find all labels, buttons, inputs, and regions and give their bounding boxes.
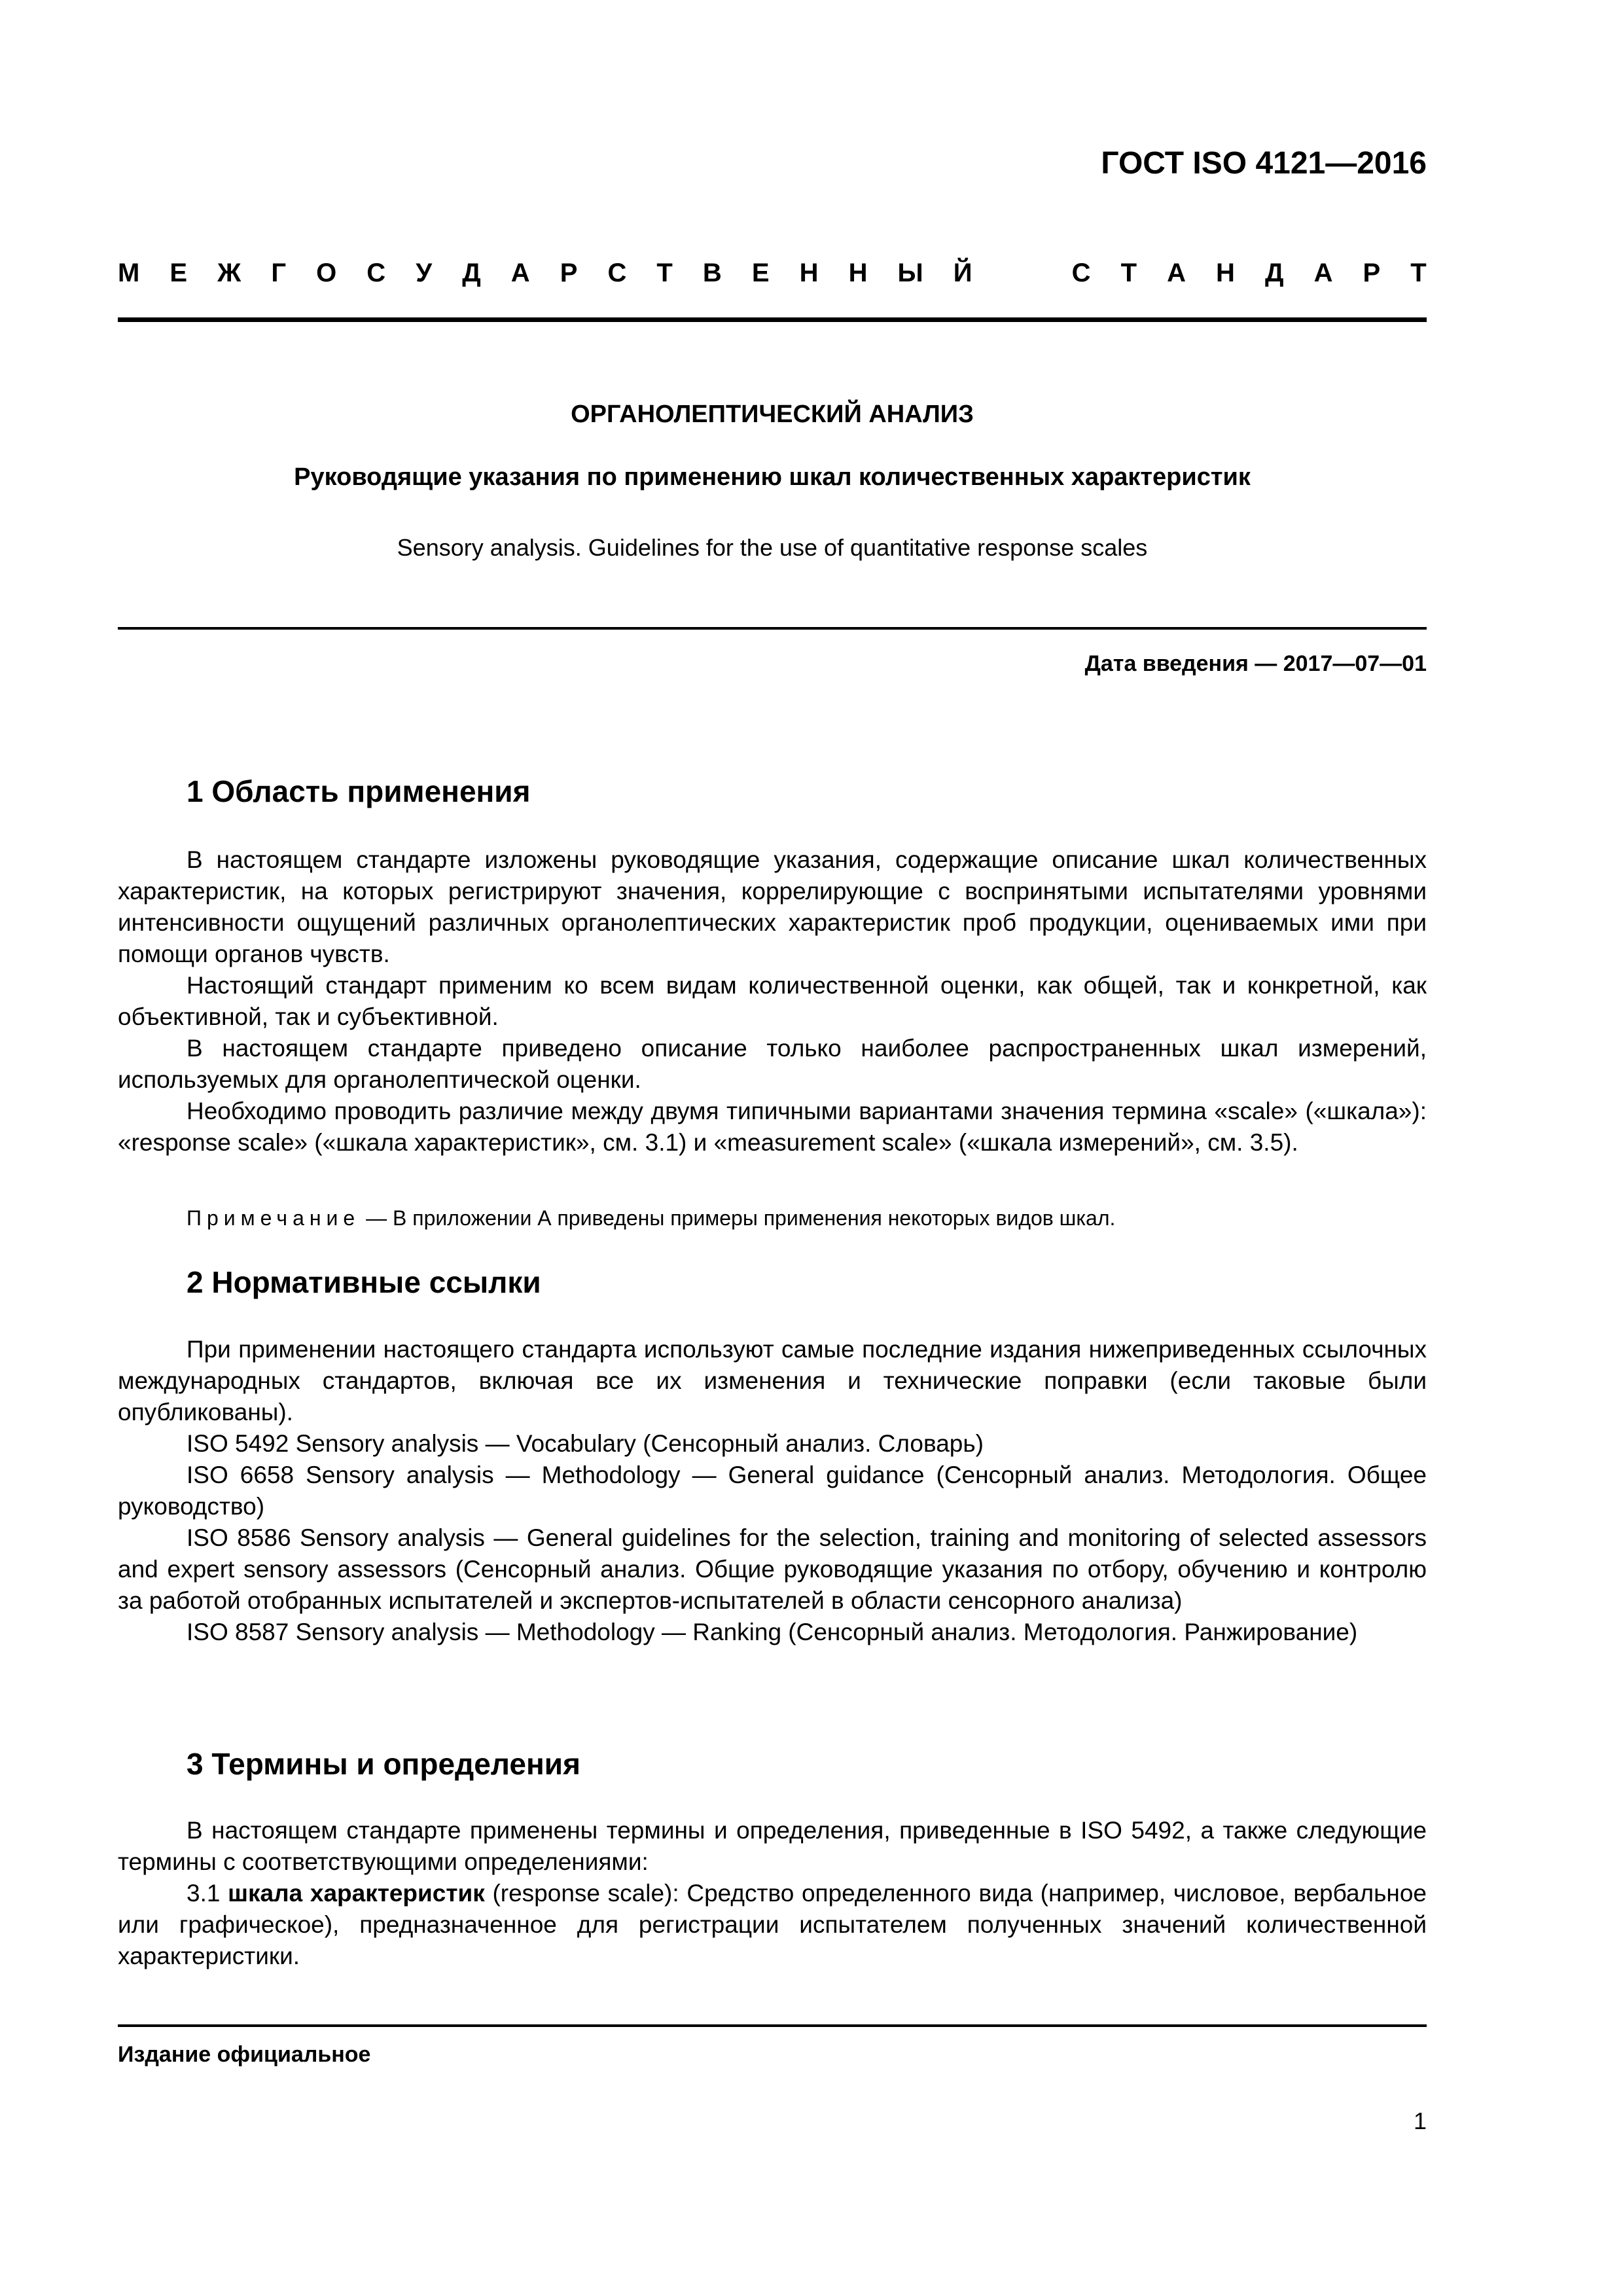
term-name: шкала характеристик: [228, 1880, 485, 1907]
banner-letter: Р: [560, 259, 578, 287]
section-2-heading: 2 Нормативные ссылки: [187, 1265, 541, 1299]
document-english-title: Sensory analysis. Guidelines for the use of quantitative response scales: [397, 534, 1148, 561]
note-text: — В приложении А приведены примеры применения некоторых видов шкал.: [360, 1206, 1116, 1230]
banner-letter: С: [1071, 259, 1091, 287]
banner-letter: А: [510, 259, 530, 287]
term-definition: [118, 1878, 1427, 1972]
banner-letter: С: [607, 259, 627, 287]
title-rule: [118, 627, 1427, 630]
section-1-paragraph: Настоящий стандарт применим ко всем видам количественной оценки, как общей, так и конкретной, как объективной, так и субъективной.: [118, 972, 1427, 1030]
banner-letter: А: [1167, 259, 1186, 287]
footer-rule: [118, 2024, 1427, 2027]
reference-item: ISO 6658 Sensory analysis — Methodology — General guidance (Сенсорный анализ. Методология. Общее руководство): [118, 1462, 1427, 1520]
banner-letter: М: [118, 259, 140, 287]
banner-letter: Е: [751, 259, 770, 287]
banner-letter: Н: [799, 259, 819, 287]
section-1-paragraph: В настоящем стандарте изложены руководящие указания, содержащие описание шкал количественных характеристик, на которых регистрируют значения, коррелирующие с воспринятыми испытателями уровнями интенсивности ощущений различных органолептических характеристик проб продукции, оцениваемых ими при помощи органов чувств.: [118, 846, 1427, 967]
banner-letter: Н: [1216, 259, 1235, 287]
page-number: 1: [1413, 2108, 1427, 2134]
section-1-heading: 1 Область применения: [187, 774, 531, 808]
banner-letter: Д: [462, 259, 481, 287]
official-edition-label: Издание официальное: [118, 2042, 371, 2067]
section-1-paragraph: Необходимо проводить различие между двумя типичными вариантами значения термина «scale» («шкала»): «response scale» («шкала характеристик», см. 3.1) и «measurement scale» («шкала измерений», см. 3.5).: [118, 1098, 1427, 1156]
banner-letter: А: [1313, 259, 1333, 287]
section-3-heading: 3 Термины и определения: [187, 1747, 580, 1781]
interstate-standard-banner: [118, 259, 1427, 288]
banner-letter: Ж: [217, 259, 241, 287]
banner-letter: Р: [1363, 259, 1381, 287]
section-3-body: [118, 1815, 1427, 1972]
document-title: ОРГАНОЛЕПТИЧЕСКИЙ АНАЛИЗ: [571, 401, 974, 428]
banner-letter: Ы: [897, 259, 923, 287]
section-3-paragraph: В настоящем стандарте применены термины и определения, приведенные в ISO 5492, а также следующие термины с соответствующими определениями:: [118, 1817, 1427, 1875]
banner-letter: Г: [271, 259, 287, 287]
banner-word-gap: [1003, 259, 1042, 288]
banner-letter: О: [316, 259, 337, 287]
banner-letter: Е: [169, 259, 188, 287]
banner-letter: Д: [1265, 259, 1284, 287]
banner-letter: В: [702, 259, 722, 287]
section-1-body: [118, 844, 1427, 1158]
section-2-body: [118, 1334, 1427, 1648]
section-1-paragraph: В настоящем стандарте приведено описание только наиболее распространенных шкал измерений, используемых для органолептической оценки.: [118, 1035, 1427, 1093]
banner-letter: Й: [953, 259, 972, 287]
banner-letter: Н: [848, 259, 868, 287]
section-2-paragraph: При применении настоящего стандарта используют самые последние издания нижеприведенных ссылочных международных стандартов, включая все их изменения и технические поправки (если таковые были опубликованы).: [118, 1336, 1427, 1426]
document-code: ГОСТ ISO 4121—2016: [1101, 146, 1427, 181]
banner-letter: У: [416, 259, 433, 287]
introduction-date: Дата введения — 2017—07—01: [1084, 651, 1427, 676]
banner-letter: Т: [1410, 259, 1427, 287]
term-number: 3.1: [187, 1880, 228, 1907]
reference-item: ISO 8586 Sensory analysis — General guidelines for the selection, training and monitoring of selected assessors and expert sensory assessors (Сенсорный анализ. Общие руководящие указания по отбору, обучению и контролю за работой отобранных испытателей и экспертов-испытателей в области сенсорного анализа): [118, 1524, 1427, 1614]
reference-item: ISO 8587 Sensory analysis — Methodology — Ranking (Сенсорный анализ. Методология. Ранжирование): [187, 1619, 1358, 1645]
banner-letter: С: [366, 259, 386, 287]
section-1-note: [187, 1206, 1115, 1230]
reference-item: ISO 5492 Sensory analysis — Vocabulary (Сенсорный анализ. Словарь): [187, 1430, 984, 1457]
document-subtitle: Руководящие указания по применению шкал количественных характеристик: [294, 463, 1251, 491]
note-label: Примечание: [187, 1206, 361, 1230]
banner-letter: Т: [656, 259, 673, 287]
banner-letter: Т: [1120, 259, 1137, 287]
header-rule: [118, 317, 1427, 322]
term-definition-text: (response scale): Средство определенного вида (например, числовое, вербальное или графическое), предназначенное для регистрации испытателем полученных значений количественной характеристики.: [118, 1880, 1427, 1969]
